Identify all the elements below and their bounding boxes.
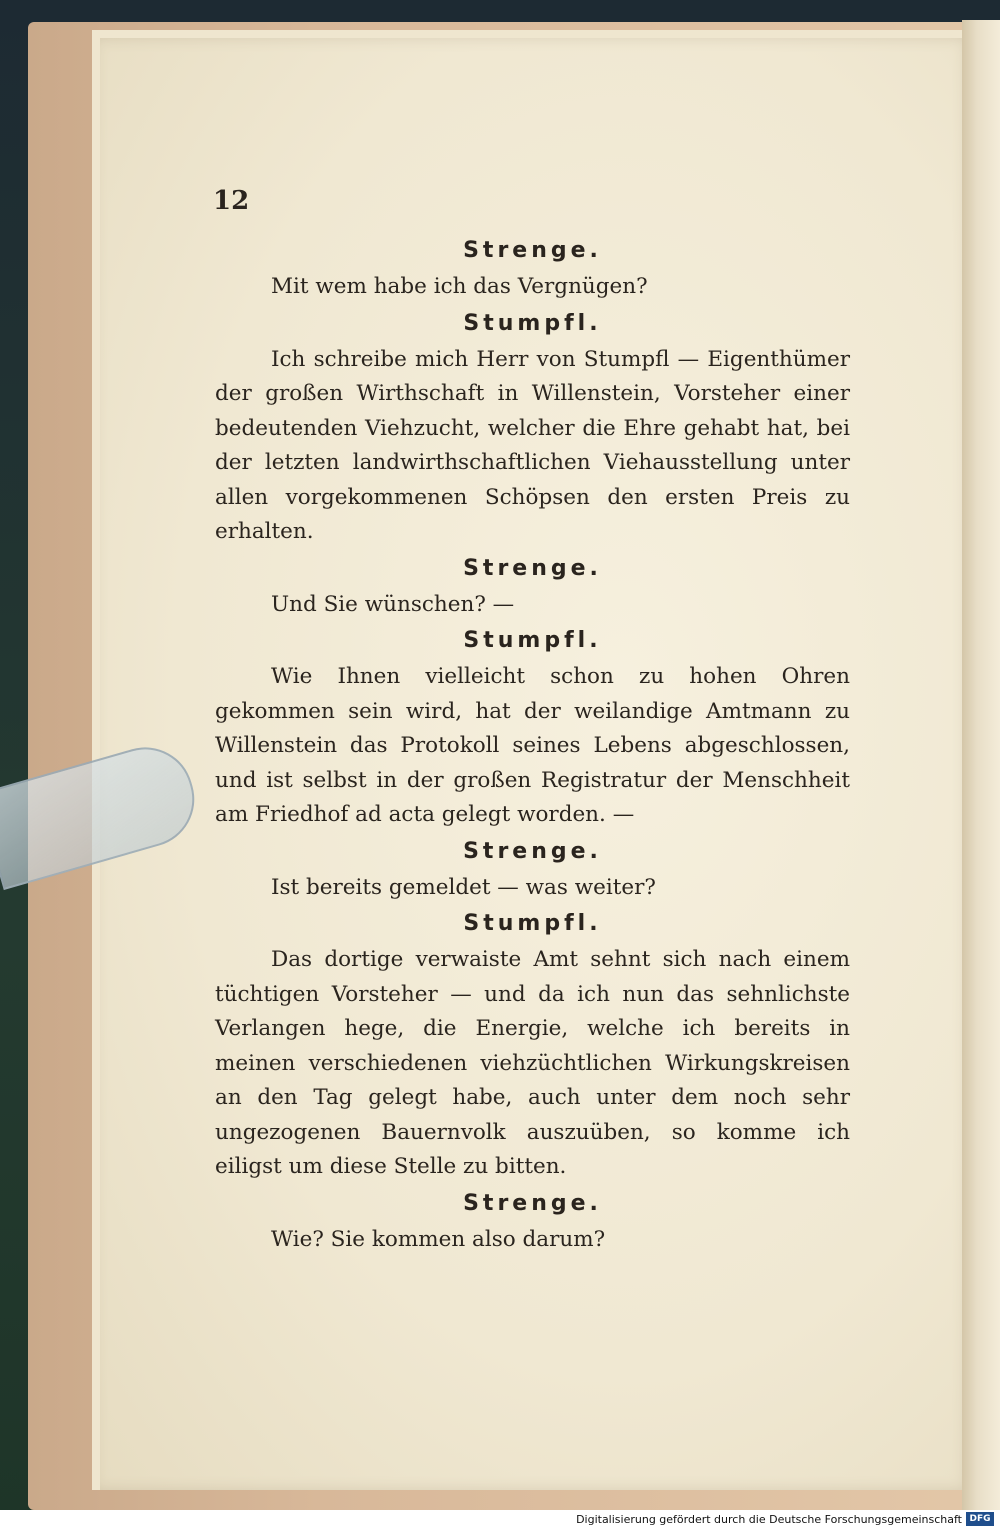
dialogue-line: Wie Ihnen vielleicht schon zu hohen Ohren gekommen sein wird, hat der weilandige Amtmann zu Willenstein das Protokoll seines Lebens abgeschlossen, und ist selbst in der großen Registratur der Menschheit am Friedhof ad acta gelegt worden. — [215,664,850,827]
speaker-name: Strenge. [463,238,602,263]
dialogue-line: Ist bereits gemeldet — was weiter? [271,874,656,900]
dialogue-line: Ich schreibe mich Herr von Stumpfl — Eigenthümer der großen Wirthschaft in Willenstein, Vorsteher einer bedeutenden Viehzucht, welcher die Ehre gehabt hat, bei der letzten landwirthschaftlichen Viehausstellung unter allen vorgekommenen Schöpsen den ersten Preis zu erhalten. [215,346,850,544]
book-gutter [962,20,1000,1510]
speaker-name: Stumpfl. [463,310,602,336]
dialogue-line: Wie? Sie kommen also darum? [271,1226,606,1252]
speaker-name: Stumpfl. [463,628,602,653]
dfg-logo-icon: DFG [966,1512,994,1526]
funding-credit: Digitalisierung gefördert durch die Deutsche Forschungsgemeinschaft [576,1513,962,1526]
speaker-name: Stumpfl. [463,911,602,936]
speaker-name: Strenge. [463,1190,602,1216]
dialogue-line: Mit wem habe ich das Vergnügen? [271,274,648,299]
speaker-name: Strenge. [463,838,602,864]
dialogue-text [215,232,850,1257]
speaker-name: Strenge. [463,555,602,581]
page-number: 12 [213,186,250,216]
dialogue-line: Das dortige verwaiste Amt sehnt sich nach einem tüchtigen Vorsteher — und da ich nun das sehnlichste Verlangen hege, die Energie, welche ich bereits in meinen verschiedenen viehzüchtlichen Wirkungskreisen an den Tag gelegt habe, auch unter dem noch sehr ungezogenen Bauernvolk auszuüben, so komme ich eiligst um diese Stelle zu bitten. [215,947,850,1179]
dialogue-line: Und Sie wünschen? — [271,591,515,617]
footer-bar [0,1510,1000,1530]
